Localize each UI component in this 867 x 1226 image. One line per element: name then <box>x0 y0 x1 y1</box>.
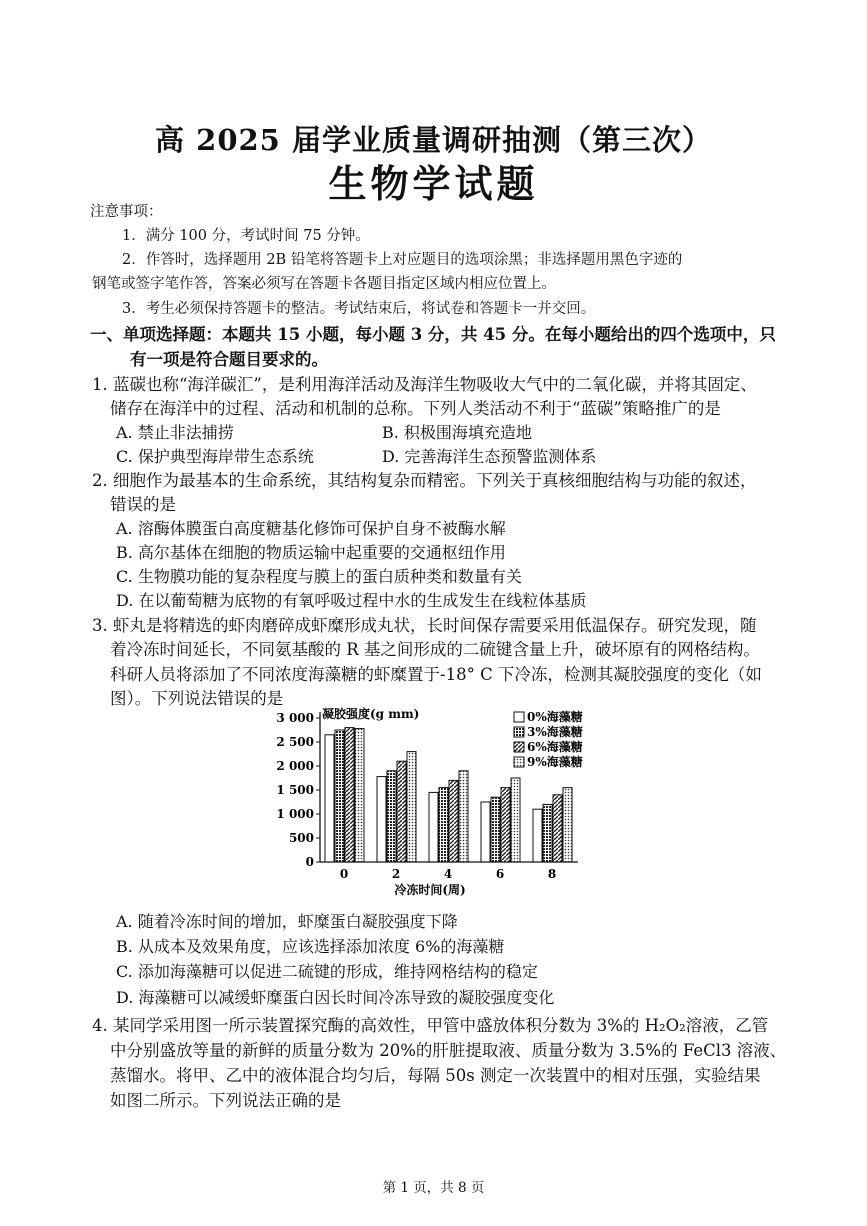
legend-swatch <box>514 712 524 722</box>
y-tick-label: 3 000 <box>276 711 314 725</box>
note-item-2-cont: 钢笔或签字笔作答，答案必须写在答题卡各题目指定区域内相应位置上。 <box>92 276 556 292</box>
q4-stem: 4. 某同学采用图一所示装置探究酶的高效性，甲管中盛放体积分数为 3%的 H₂O₂溶液，乙管 <box>92 1016 769 1035</box>
bar-3%海藻糖-8 <box>543 804 552 862</box>
bar-9%海藻糖-6 <box>511 778 520 862</box>
note-item-3: 3．考生必须保持答题卡的整洁。考试结束后，将试卷和答题卡一并交回。 <box>122 301 596 317</box>
legend-swatch <box>514 742 524 752</box>
y-tick-label: 500 <box>288 831 314 845</box>
q4-stem-3: 蒸馏水。将甲、乙中的液体混合均匀后，每隔 50s 测定一次装置中的相对压强，实验结果 <box>110 1066 761 1085</box>
notes-heading: 注意事项： <box>90 204 163 220</box>
legend-label: 9%海藻糖 <box>527 755 583 769</box>
bar-3%海藻糖-0 <box>335 730 344 862</box>
legend-label: 6%海藻糖 <box>527 740 583 754</box>
q2-option-d: D. 在以葡萄糖为底物的有氧呼吸过程中水的生成发生在线粒体基质 <box>116 591 587 610</box>
bar-6%海藻糖-2 <box>397 761 406 862</box>
x-tick-label: 8 <box>547 867 557 881</box>
chart-x-axis-label: 冷冻时间(周) <box>394 883 466 897</box>
bar-9%海藻糖-2 <box>407 752 416 862</box>
q2-option-c: C. 生物膜功能的复杂程度与膜上的蛋白质种类和数量有关 <box>116 567 522 586</box>
bar-9%海藻糖-0 <box>355 729 364 862</box>
q1-stem: 1. 蓝碳也称“海洋碳汇”，是利用海洋活动及海洋生物吸收大气中的二氧化碳，并将其固定、 <box>92 375 757 394</box>
exam-title: 高 2025 届学业质量调研抽测（第三次） <box>155 123 712 157</box>
q3-option-d: D. 海藻糖可以减缓虾糜蛋白因长时间冷冻导致的凝胶强度变化 <box>116 988 555 1007</box>
y-tick-label: 2 500 <box>276 735 314 749</box>
chart-y-axis-label: 凝胶强度(g mm) <box>322 707 420 721</box>
x-tick-label: 2 <box>391 867 401 881</box>
q3-stem-2: 着冷冻时间延长，不同氨基酸的 R 基之间形成的二硫键含量上升，破坏原有的网格结构。 <box>110 640 760 659</box>
bar-6%海藻糖-0 <box>345 728 354 862</box>
q1-option-a: A. 禁止非法捕捞 <box>116 423 234 442</box>
legend-swatch <box>514 757 524 767</box>
q2-stem-cont: 错误的是 <box>110 495 176 514</box>
legend-swatch <box>514 727 524 737</box>
page-footer: 第 1 页，共 8 页 <box>382 1180 485 1196</box>
bar-6%海藻糖-8 <box>553 795 562 862</box>
q1-option-d: D. 完善海洋生态预警监测体系 <box>382 447 597 466</box>
q2-stem: 2. 细胞作为最基本的生命系统，其结构复杂而精密。下列关于真核细胞结构与功能的叙述， <box>92 471 757 490</box>
q1-option-b: B. 积极围海填充造地 <box>382 423 532 442</box>
section-heading: 一、单项选择题：本题共 15 小题，每小题 3 分，共 45 分。在每小题给出的四个选项中，只 <box>90 325 776 344</box>
y-tick-label: 0 <box>305 855 314 869</box>
y-tick-label: 1 500 <box>276 783 314 797</box>
x-tick-label: 0 <box>339 867 349 881</box>
q1-stem-cont: 储存在海洋中的过程、活动和机制的总称。下列人类活动不利于“蓝碳”策略推广的是 <box>110 399 721 418</box>
subject-title: 生物学试题 <box>328 161 539 206</box>
q4-stem-2: 中分别盛放等量的新鲜的质量分数为 20%的肝脏提取液、质量分数为 3.5%的 FeCl3 溶液、 <box>110 1041 787 1060</box>
x-tick-label: 6 <box>495 867 505 881</box>
q3-option-b: B. 从成本及效果角度，应该选择添加浓度 6%的海藻糖 <box>116 937 505 956</box>
bar-6%海藻糖-6 <box>501 788 510 862</box>
note-item-2: 2．作答时，选择题用 2B 铅笔将答题卡上对应题目的选项涂黑；非选择题用黑色字迹的 <box>122 252 683 268</box>
bar-9%海藻糖-8 <box>563 788 572 862</box>
y-tick-label: 2 000 <box>276 759 314 773</box>
q3-option-c: C. 添加海藻糖可以促进二硫键的形成，维持网格结构的稳定 <box>116 962 538 981</box>
bar-3%海藻糖-2 <box>387 771 396 862</box>
bar-9%海藻糖-4 <box>459 771 468 862</box>
bar-0%海藻糖-2 <box>377 777 386 862</box>
q3-stem-4: 图）。下列说法错误的是 <box>110 689 284 708</box>
q3-option-a: A. 随着冷冻时间的增加，虾糜蛋白凝胶强度下降 <box>116 912 458 931</box>
q1-option-c: C. 保护典型海岸带生态系统 <box>116 447 314 466</box>
q2-option-a: A. 溶酶体膜蛋白高度糖基化修饰可保护自身不被酶水解 <box>116 519 506 538</box>
y-tick-label: 1 000 <box>276 807 314 821</box>
legend-label: 3%海藻糖 <box>527 725 583 739</box>
bar-0%海藻糖-0 <box>325 735 334 862</box>
bar-3%海藻糖-6 <box>491 797 500 862</box>
note-item-1: 1．满分 100 分，考试时间 75 分钟。 <box>122 228 370 244</box>
q2-option-b: B. 高尔基体在细胞的物质运输中起重要的交通枢纽作用 <box>116 543 506 562</box>
section-heading-cont: 有一项是符合题目要求的。 <box>130 350 328 369</box>
q3-stem-3: 科研人员将添加了不同浓度海藻糖的虾糜置于-18° C 下冷冻，检测其凝胶强度的变化（如 <box>110 665 762 684</box>
q3-stem: 3. 虾丸是将精选的虾肉磨碎成虾糜形成丸状，长时间保存需要采用低温保存。研究发现，随 <box>92 616 757 635</box>
bar-0%海藻糖-6 <box>481 802 490 862</box>
gel-strength-chart <box>270 704 610 900</box>
legend-label: 0%海藻糖 <box>527 710 583 724</box>
bar-0%海藻糖-8 <box>533 809 542 862</box>
q4-stem-4: 如图二所示。下列说法正确的是 <box>110 1091 341 1110</box>
bar-0%海藻糖-4 <box>429 792 438 862</box>
x-tick-label: 4 <box>443 867 453 881</box>
bar-3%海藻糖-4 <box>439 788 448 862</box>
bar-6%海藻糖-4 <box>449 780 458 862</box>
